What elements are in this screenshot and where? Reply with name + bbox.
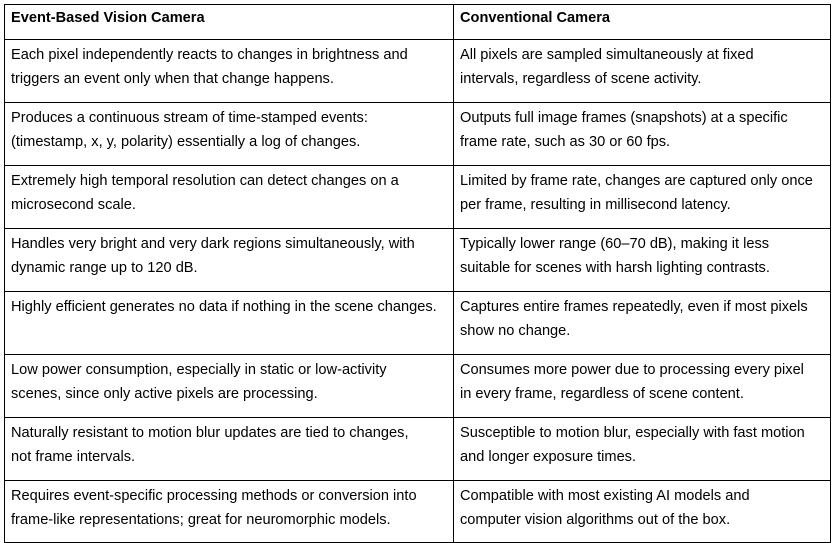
event-based-cell: Handles very bright and very dark regions simultaneously, with dynamic range up to 120 dB. <box>5 229 454 292</box>
conventional-cell: Susceptible to motion blur, especially with fast motion and longer exposure times. <box>454 418 831 481</box>
conventional-cell: Outputs full image frames (snapshots) at a specific frame rate, such as 30 or 60 fps. <box>454 103 831 166</box>
conventional-cell: Consumes more power due to processing every pixel in every frame, regardless of scene content. <box>454 355 831 418</box>
header-conventional: Conventional Camera <box>454 5 831 40</box>
table-row <box>5 418 831 481</box>
table-row <box>5 40 831 103</box>
header-event-based: Event-Based Vision Camera <box>5 5 454 40</box>
conventional-cell: Limited by frame rate, changes are captured only once per frame, resulting in millisecond latency. <box>454 166 831 229</box>
conventional-cell: All pixels are sampled simultaneously at fixed intervals, regardless of scene activity. <box>454 40 831 103</box>
conventional-cell: Typically lower range (60–70 dB), making it less suitable for scenes with harsh lighting contrasts. <box>454 229 831 292</box>
event-based-cell: Naturally resistant to motion blur updates are tied to changes, not frame intervals. <box>5 418 454 481</box>
event-based-cell: Low power consumption, especially in static or low-activity scenes, since only active pixels are processing. <box>5 355 454 418</box>
table-row <box>5 355 831 418</box>
table-row <box>5 103 831 166</box>
event-based-cell: Produces a continuous stream of time-stamped events: (timestamp, x, y, polarity) essentially a log of changes. <box>5 103 454 166</box>
event-based-cell: Extremely high temporal resolution can detect changes on a microsecond scale. <box>5 166 454 229</box>
conventional-cell: Compatible with most existing AI models and computer vision algorithms out of the box. <box>454 481 831 543</box>
table-row <box>5 166 831 229</box>
comparison-table <box>4 4 831 543</box>
event-based-cell: Each pixel independently reacts to changes in brightness and triggers an event only when that change happens. <box>5 40 454 103</box>
conventional-cell: Captures entire frames repeatedly, even if most pixels show no change. <box>454 292 831 355</box>
table-header-row <box>5 5 831 40</box>
table-row <box>5 481 831 543</box>
table-row <box>5 292 831 355</box>
event-based-cell: Highly efficient generates no data if nothing in the scene changes. <box>5 292 454 355</box>
event-based-cell: Requires event-specific processing methods or conversion into frame-like representations; great for neuromorphic models. <box>5 481 454 543</box>
table-row <box>5 229 831 292</box>
